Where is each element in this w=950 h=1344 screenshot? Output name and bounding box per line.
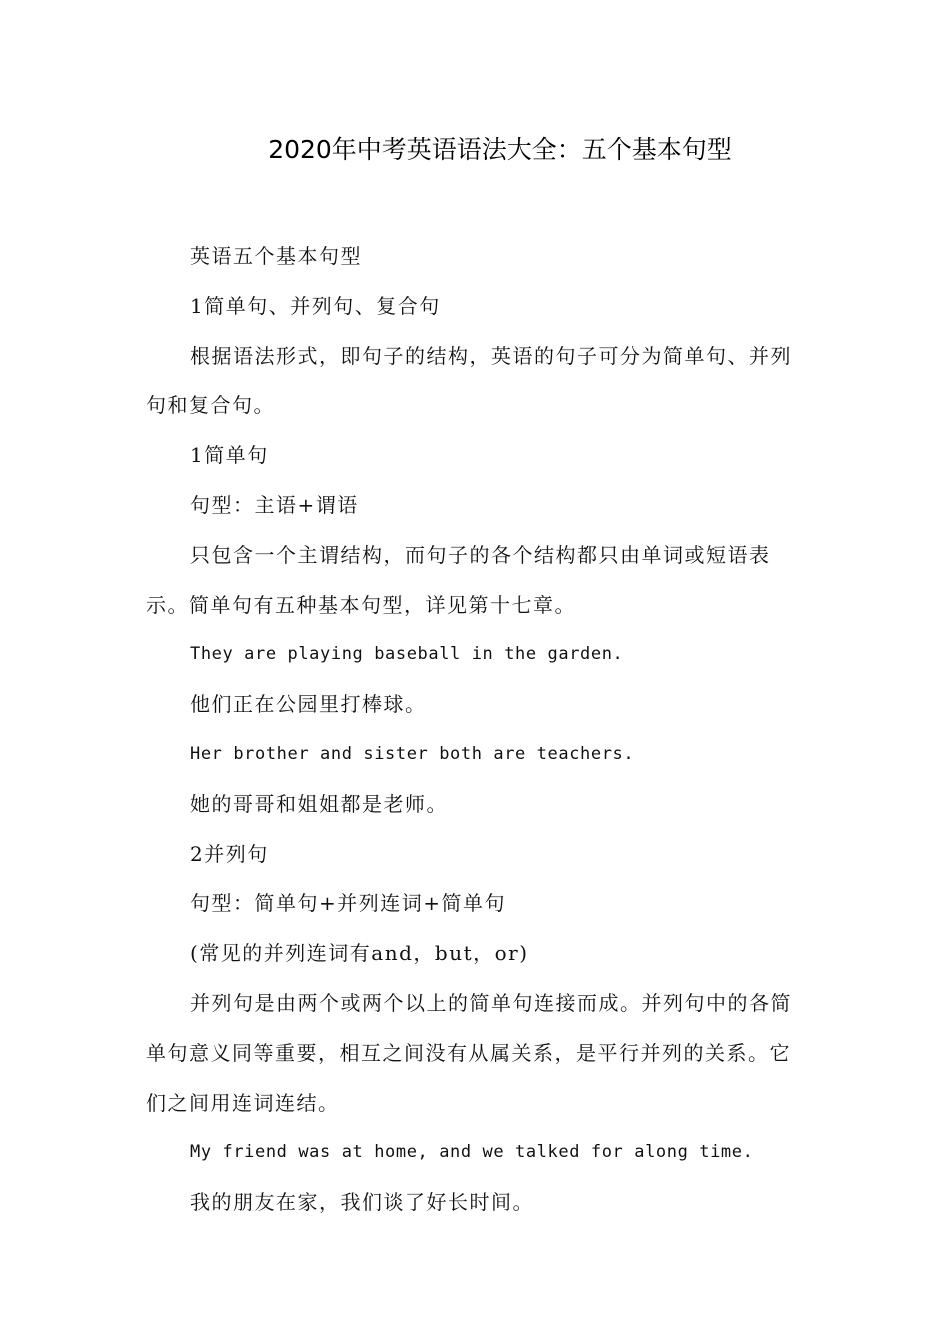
paragraph-section-heading: 英语五个基本句型 bbox=[190, 244, 362, 268]
paragraph-classification: 根据语法形式，即句子的结构，英语的句子可分为简单句、并列句和复合句。 bbox=[146, 343, 792, 418]
paragraph-example-chinese-3: 我的朋友在家，我们谈了好长时间。 bbox=[190, 1190, 534, 1215]
paragraph-example-english-3: My friend was at home, and we talked for along time. bbox=[190, 1142, 754, 1163]
paragraph-compound-sentence-heading: 2并列句 bbox=[190, 841, 269, 866]
paragraph-simple-pattern: 句型：主语+谓语 bbox=[190, 492, 359, 517]
document-body bbox=[146, 232, 808, 1228]
paragraph-example-english-1: They are playing baseball in the garden. bbox=[190, 644, 624, 665]
document-title: 2020年中考英语语法大全：五个基本句型 bbox=[268, 135, 732, 164]
paragraph-conjunctions-note: (常见的并列连词有and，but，or) bbox=[190, 941, 529, 966]
paragraph-simple-description: 只包含一个主谓结构，而句子的各个结构都只由单词或短语表示。简单句有五种基本句型，详见第十七章。 bbox=[146, 542, 771, 617]
paragraph-compound-description: 并列句是由两个或两个以上的简单句连接而成。并列句中的各简单句意义同等重要，相互之间没有从属关系，是平行并列的关系。它们之间用连词连结。 bbox=[146, 990, 792, 1115]
paragraph-simple-sentence-heading: 1简单句 bbox=[190, 443, 269, 468]
paragraph-compound-pattern: 句型：简单句+并列连词+简单句 bbox=[190, 891, 507, 916]
paragraph-example-chinese-1: 他们正在公园里打棒球。 bbox=[190, 692, 427, 717]
paragraph-example-english-2: Her brother and sister both are teachers. bbox=[190, 743, 635, 764]
paragraph-example-chinese-2: 她的哥哥和姐姐都是老师。 bbox=[190, 791, 448, 816]
paragraph-subheading-sentence-types: 1简单句、并列句、复合句 bbox=[190, 293, 441, 318]
